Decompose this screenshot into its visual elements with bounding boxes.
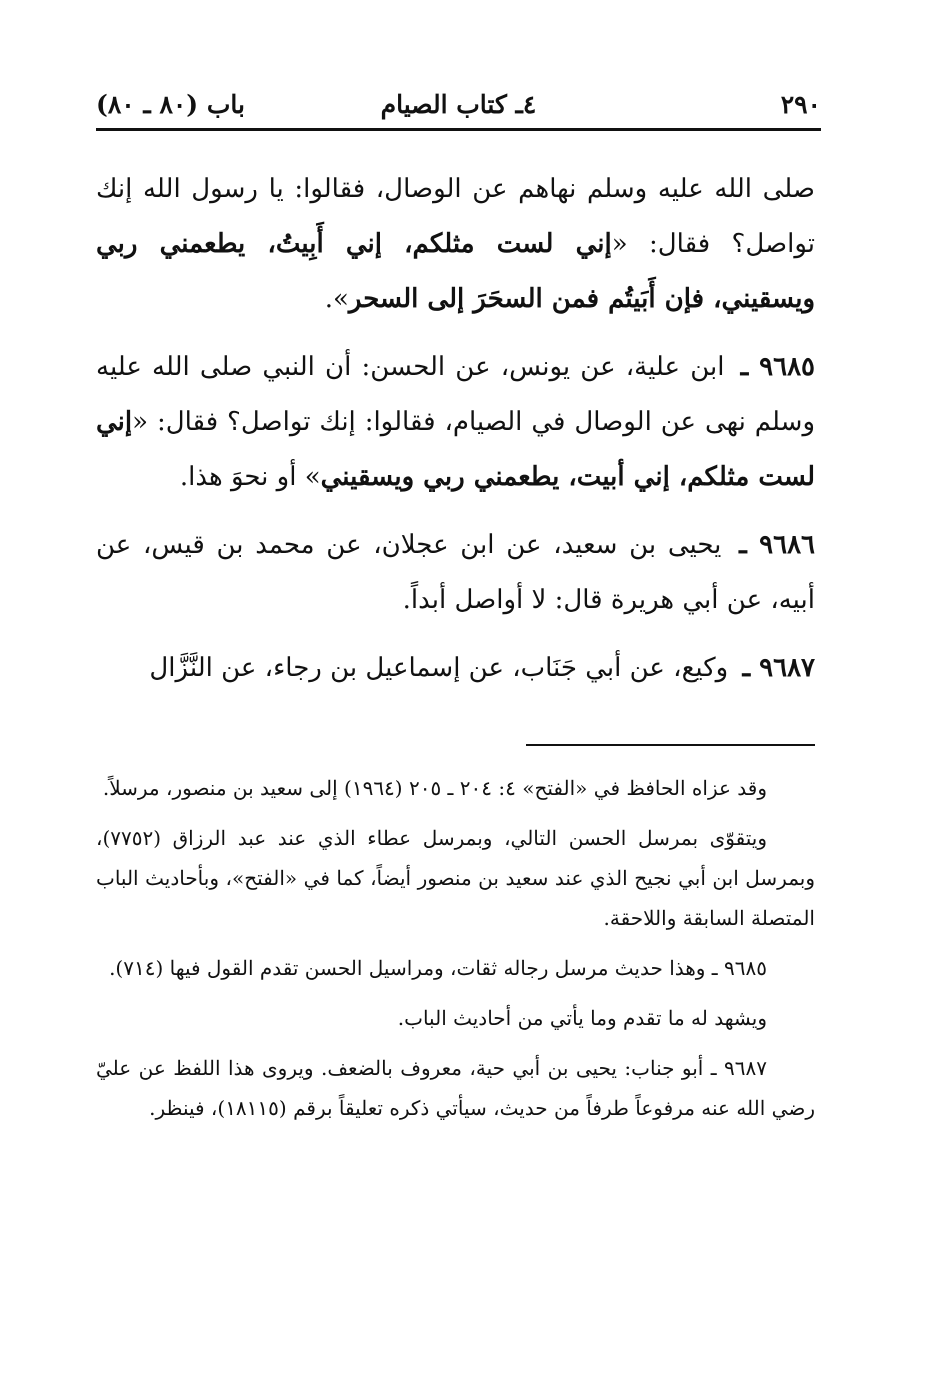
text: وكيع، عن أبي جَنَاب، عن إسماعيل بن رجاء، عن النَّزَّال [149, 653, 729, 683]
footnote: ٩٦٨٧ ـ أبو جناب: يحيى بن أبي حية، معروف بالضعف. ويروى هذا اللفظ عن عليّ رضي الله عنه مرفوعاً طرفاً من حديث، سيأتي ذكره تعليقاً برقم (١٨١١٥)، فينظر. [96, 1056, 815, 1120]
footnote: ٩٦٨٥ ـ وهذا حديث مرسل رجاله ثقات، ومراسيل الحسن تقدم القول فيها (٧١٤). [109, 956, 767, 980]
hadith-9687 [96, 641, 815, 696]
text: » أو نحوَ هذا. [179, 462, 321, 492]
hadith-number: ٩٦٨٦ ـ [739, 530, 816, 560]
page-number: ٢٩٠ [780, 90, 821, 119]
hadith-9686 [96, 518, 815, 628]
text: صلى الله عليه وسلم نهاهم عن الوصال، فقالوا: يا رسول الله إنك تواصل؟ فقال: « [96, 174, 815, 259]
footnotes [96, 768, 815, 1128]
footnote: وقد عزاه الحافظ في «الفتح» ٤: ٢٠٤ ـ ٢٠٥ (١٩٦٤) إلى سعيد بن منصور، مرسلاً. [102, 776, 767, 800]
footnote: ويتقوّى بمرسل الحسن التالي، وبمرسل عطاء الذي عند عبد الرزاق (٧٧٥٢)، وبمرسل ابن أبي نجيح الذي عند سعيد بن منصور أيضاً، كما في «الفتح»، وبأحاديث الباب المتصلة السابقة واللاحقة. [96, 826, 815, 930]
hadith-9685 [96, 340, 815, 505]
page-header [96, 84, 821, 128]
footnote: ويشهد له ما تقدم وما يأتي من أحاديث الباب. [397, 1006, 767, 1030]
header-rule [96, 128, 821, 131]
chapter-label: باب (٨٠ ـ ٨٠) [96, 90, 245, 119]
text: ابن علية، عن يونس، عن الحسن: أن النبي صلى الله عليه وسلم نهى عن الوصال في الصيام، فقالوا: إنك تواصل؟ فقال: « [96, 352, 815, 437]
hadith-number: ٩٦٨٥ ـ [740, 352, 815, 382]
text: ». [324, 284, 349, 314]
hadith-quote: إني لست مثلكم، إني أبيت، يطعمني ربي ويسقيني [96, 407, 815, 492]
paragraph-continuation [96, 162, 815, 327]
footnote-rule [526, 744, 815, 746]
hadith-quote: إني لست مثلكم، إني أَبِيتُ، يطعمني ربي ويسقيني، فإن أَبَيتُم فمن السحَرَ إلى السحر [96, 229, 815, 314]
text: يحيى بن سعيد، عن ابن عجلان، عن محمد بن قيس، عن أبيه، عن أبي هريرة قال: لا أواصل أبداً. [96, 530, 815, 615]
hadith-number: ٩٦٨٧ ـ [742, 653, 815, 683]
main-text [96, 162, 815, 696]
book-title: ٤ـ كتاب الصيام [380, 90, 537, 119]
